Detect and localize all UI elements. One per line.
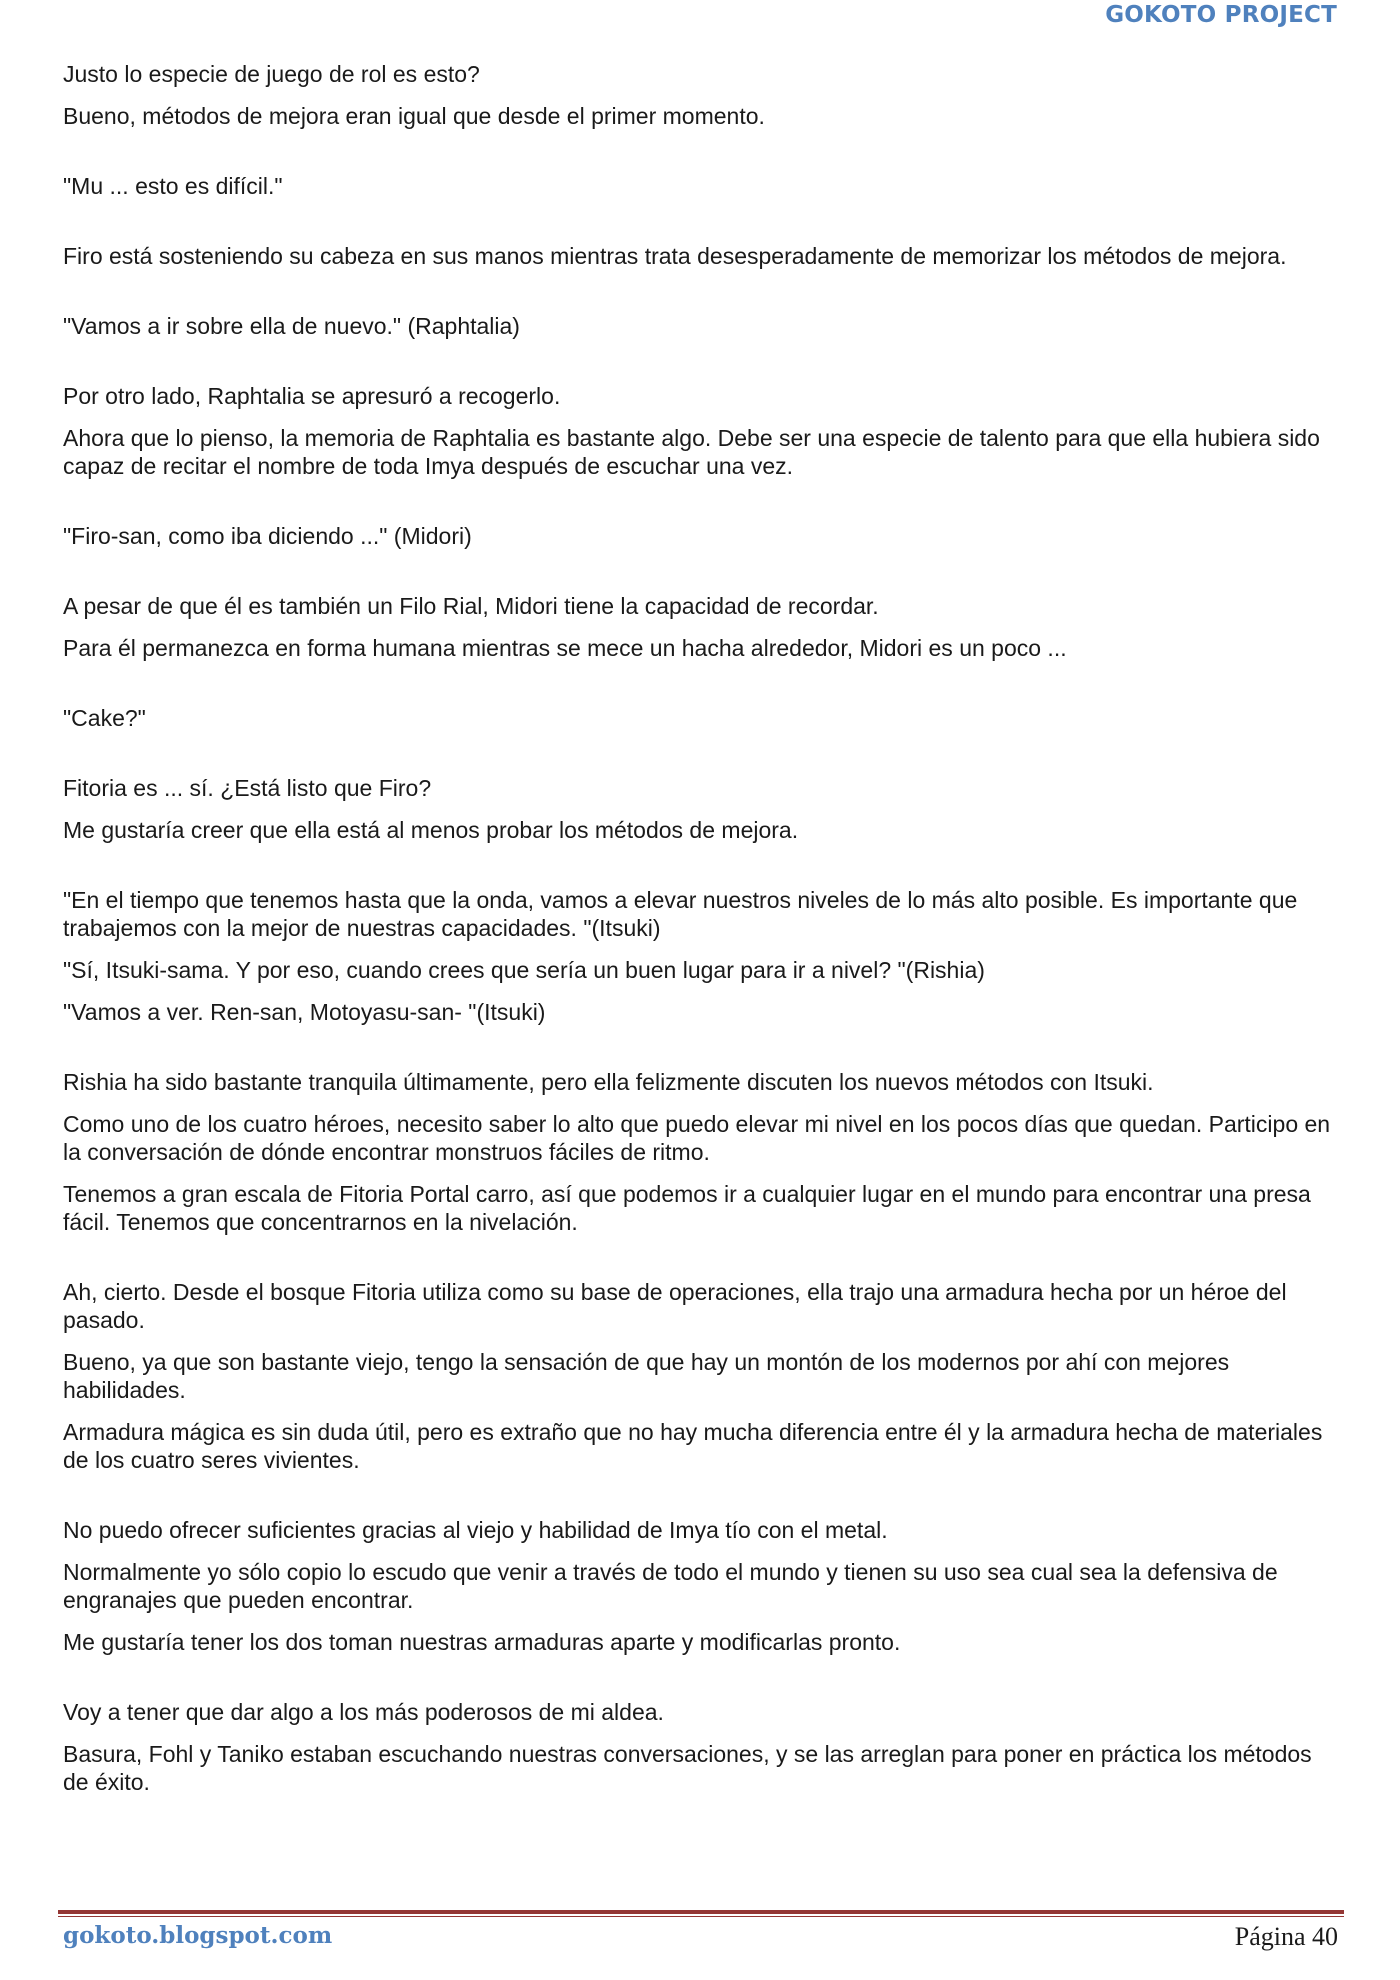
paragraph: Armadura mágica es sin duda útil, pero es extraño que no hay mucha diferencia entre él y la armadura hecha de materiales de los cuatro seres vivientes. [63, 1419, 1323, 1473]
paragraph: Para él permanezca en forma humana mientras se mece un hacha alrededor, Midori es un poco ... [63, 635, 1067, 661]
paragraph: Rishia ha sido bastante tranquila últimamente, pero ella felizmente discuten los nuevos métodos con Itsuki. [63, 1069, 1154, 1095]
paragraph: Ahora que lo pienso, la memoria de Raphtalia es bastante algo. Debe ser una especie de talento para que ella hubiera sido capaz de recitar el nombre de toda Imya después de escuchar una vez. [63, 425, 1320, 479]
paragraph: Como uno de los cuatro héroes, necesito saber lo alto que puedo elevar mi nivel en los pocos días que quedan. Participo en la conversación de dónde encontrar monstruos fáciles de ritmo. [63, 1111, 1331, 1165]
footer-divider-thin [58, 1916, 1344, 1917]
paragraph: Bueno, ya que son bastante viejo, tengo la sensación de que hay un montón de los modernos por ahí con mejores habilidades. [63, 1349, 1230, 1403]
paragraph: Bueno, métodos de mejora eran igual que desde el primer momento. [63, 103, 765, 129]
paragraph: Me gustaría creer que ella está al menos probar los métodos de mejora. [63, 817, 799, 843]
paragraph: "Vamos a ver. Ren-san, Motoyasu-san- "(Itsuki) [63, 999, 546, 1025]
paragraph: No puedo ofrecer suficientes gracias al viejo y habilidad de Imya tío con el metal. [63, 1517, 888, 1543]
paragraph: Tenemos a gran escala de Fitoria Portal carro, así que podemos ir a cualquier lugar en el mundo para encontrar una presa fácil. Tenemos que concentrarnos en la nivelación. [63, 1181, 1311, 1235]
paragraph: "Vamos a ir sobre ella de nuevo." (Raphtalia) [63, 313, 520, 339]
paragraph: Normalmente yo sólo copio lo escudo que venir a través de todo el mundo y tienen su uso sea cual sea la defensiva de engranajes que pueden encontrar. [63, 1559, 1278, 1613]
paragraph: Basura, Fohl y Taniko estaban escuchando nuestras conversaciones, y se las arreglan para poner en práctica los métodos de éxito. [63, 1741, 1312, 1795]
footer-divider [58, 1910, 1344, 1917]
paragraph: Por otro lado, Raphtalia se apresuró a recogerlo. [63, 383, 561, 409]
document-body [63, 60, 1343, 1810]
paragraph: "Sí, Itsuki-sama. Y por eso, cuando crees que sería un buen lugar para ir a nivel? "(Rishia) [63, 957, 985, 983]
paragraph: Voy a tener que dar algo a los más poderosos de mi aldea. [63, 1699, 664, 1725]
paragraph: "Mu ... esto es difícil." [63, 173, 283, 199]
paragraph: A pesar de que él es también un Filo Rial, Midori tiene la capacidad de recordar. [63, 593, 879, 619]
page-header: GOKOTO PROJECT [1105, 2, 1337, 28]
paragraph: "Firo-san, como iba diciendo ..." (Midori) [63, 523, 472, 549]
paragraph: "Cake?" [63, 705, 146, 731]
paragraph: Fitoria es ... sí. ¿Está listo que Firo? [63, 775, 432, 801]
footer-site: gokoto.blogspot.com [63, 1922, 333, 1949]
paragraph: "En el tiempo que tenemos hasta que la onda, vamos a elevar nuestros niveles de lo más alto posible. Es importante que trabajemos con la mejor de nuestras capacidades. "(Itsuki) [63, 887, 1298, 941]
footer-divider-thick [58, 1910, 1344, 1914]
paragraph: Justo lo especie de juego de rol es esto? [63, 61, 480, 87]
paragraph: Me gustaría tener los dos toman nuestras armaduras aparte y modificarlas pronto. [63, 1629, 901, 1655]
paragraph: Ah, cierto. Desde el bosque Fitoria utiliza como su base de operaciones, ella trajo una armadura hecha por un héroe del pasado. [63, 1279, 1287, 1333]
footer-page-number: Página 40 [1234, 1922, 1338, 1951]
paragraph: Firo está sosteniendo su cabeza en sus manos mientras trata desesperadamente de memorizar los métodos de mejora. [63, 243, 1287, 269]
